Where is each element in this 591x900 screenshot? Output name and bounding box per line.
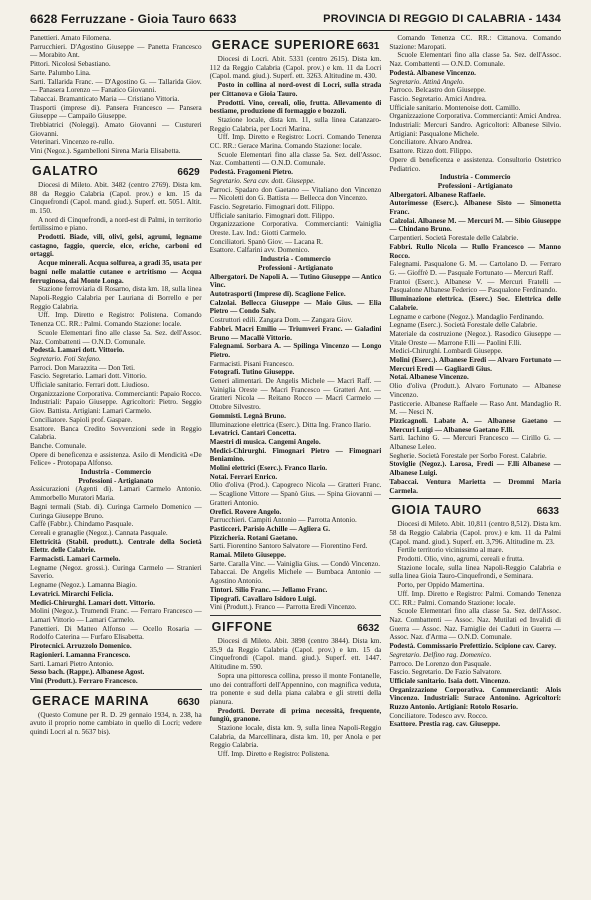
directory-entry: Orefici. Rovere Angelo. [209, 507, 282, 516]
directory-entry: Ufficiale sanitario. Isaia dott. Vincenzo. [389, 676, 511, 685]
directory-entry: Podestà. Albanese Vincenzo. [389, 68, 476, 77]
directory-entry: Ufficiale sanitario. Montenoise dott. Camillo. [389, 103, 521, 112]
page-header [30, 8, 561, 30]
section-name: GERACE SUPERIORE [211, 38, 356, 52]
subheading-industria: Industria - Commercio [439, 173, 511, 182]
directory-entry: Farmacisti. Pisani Francesco. [209, 359, 294, 368]
directory-entry: Legname (Negoz. grossi.). Curinga Carmelo — Stranieri Saverio. [30, 563, 202, 581]
directory-entry: Elettricità (Stabil. produtt.). Centrale della Società Elettr. delle Calabrie. [30, 537, 202, 555]
directory-entry: Fascio. Segretario. Lamari dott. Vittorio. [30, 372, 147, 381]
directory-entry: Carpentieri. Società Forestale delle Calabrie. [389, 234, 519, 243]
directory-entry: Materiale da costruzione (Negoz.). Rasodico Giuseppe — Vitale Oreste — Marrone F.lli — Paolini F.lli. [389, 329, 561, 347]
gerace-superiore-entries [210, 55, 382, 255]
directory-entry: Parrucchieri. D'Agostino Giuseppe — Panetta Francesco — Morabito Ant. [30, 42, 202, 60]
directory-entry: Scuole Elementari fino alle classe 5a. Sez. dell'Assoc. Naz. Combattenti — O.N.D. Comunale. [30, 328, 202, 346]
directory-entry: Parroci. Don Marazzita — Don Teti. [30, 363, 135, 372]
directory-entry: Parroci. Spadaro don Gaetano — Vitaliano don Vincenzo — Nicoletti don G. Battista — Bellecca don Vincenzo. [209, 185, 382, 203]
directory-entry: Prodotti. Vino, cereali, olio, frutta. Allevamento di bestiame, produzione di formaggio e bozzoli. [209, 98, 382, 116]
directory-entry: Opere di beneficenza e assistenza. Asilo di Mendicità «De Felice» - Protopapa Alfonso. [30, 450, 202, 468]
directory-entry: Molini (Negoz.). Trumendi Franc. — Ferraro Francesco — Lamari Vittorio — Lamari Carmelo. [30, 607, 202, 624]
directory-entry: A nord di Cinquefrondi, a nord-est di Palmi, in territorio fertilissimo e piano. [30, 215, 202, 233]
directory-entry: Pittori. Nicolosi Sebastiano. [30, 60, 111, 69]
directory-entry: Legname (Negoz.). Lamanna Biagio. [30, 581, 137, 590]
section-name: GIFFONE [211, 620, 273, 634]
directory-entry: Stazione locale, sulla linea Napoli-Reggio Calabria e sulla linea Gioia Tauro-Cinquefrondi, e Seminara. [389, 563, 561, 581]
directory-entry: Sarti. Lamari Pietro Antonio. [30, 659, 114, 668]
directory-entry: Falegnami. Sorbara A. — Spilinga Vincenzo — Longo Pietro. [209, 342, 382, 359]
directory-entry: Tabaccai. De Angelis Michele — Bumbaca Antonio — Agostino Antonio. [209, 568, 382, 586]
directory-entry: Uff. Imp. Diretto e Registro: Polistena. Comando Tenenza CC. RR.: Palmi. Comando Stazione: locale. [30, 311, 202, 329]
section-heading-gioia-tauro [389, 503, 561, 517]
subheading-industria: Industria - Commercio [80, 468, 152, 477]
directory-entry: Posto in collina al nord-ovest di Locri, sulla strada per Cittanova e Gioia Tauro. [209, 81, 382, 98]
directory-entry: Segherie. Società Forestale per Sorbo Forest. Calabrie. [389, 451, 547, 460]
directory-entry: Cereali e granaglie (Negoz.). Cannata Pasquale. [30, 528, 168, 537]
directory-entry: Tabaccai. Bramanticato Maria — Cristiano Vittoria. [30, 94, 180, 103]
directory-entry: Sarti. Fiorentino Santoro Salvatore — Fiorentino Ferd. [209, 542, 368, 551]
subheading-industria: Industria - Commercio [260, 255, 331, 264]
directory-entry: Veterinari. Vincenzo re-rullo. [30, 138, 115, 147]
directory-entry: Organizzazione Corporativa. Commercianti: Vainiglia Oreste. Lav. Ind.: Giotti Carmelo. [209, 220, 382, 238]
directory-entry: Medici-Chirurghi. Lamari dott. Vittorio. [30, 598, 155, 607]
section-number: 6632 [357, 623, 380, 634]
directory-entry: Generi alimentari. De Angelis Michele — Macrì Raff. — Vainiglia Oreste — Macrì Francesco — Gratteri Ant. — Gratteri Nicola — Reitano Rocco — Macrì Carmelo — Ottobre Silvestro. [209, 377, 382, 412]
directory-entry: Uff. Imp. Diretto e Registro: Palmi. Comando Tenenza CC. RR.: Palmi. Comando Stazione: locale. [389, 589, 561, 607]
directory-entry: Albergatori. De Napoli A. — Tutino Giuseppe — Antico Vinc. [209, 272, 382, 290]
directory-entry: Autotrasporti (Imprese di). Scaglione Felice. [209, 289, 346, 298]
directory-entry: Conciliatori. Spanò Giov. — Lacana R. [209, 237, 323, 246]
directory-entry: Albergatori. Albanese Raffaele. [389, 190, 486, 199]
directory-entry: Parroco. Belcastro don Giuseppe. [389, 86, 486, 95]
directory-entry: Stazione ferroviaria di Rosarno, dista km. 18, sulla linea Napoli-Reggio Calabria per Lauriana di Borrello e per Reggio Calabria. [30, 285, 202, 311]
directory-entry: Conciliatore. Todesco avv. Rocco. [389, 711, 488, 720]
directory-entry: Autorimesse (Eserc.). Albanese Sisto — Simonetta Franc. [389, 199, 561, 217]
section-rule [30, 689, 202, 690]
directory-entry: Sarte. Palumbo Lina. [30, 68, 91, 77]
directory-entry: Stazione locale, dista km. 9, sulla linea Napoli-Reggio Calabria, da Marcellinara, dista km. 10, per Anola e per Reggio Calabria. [209, 724, 382, 750]
directory-entry: Levatrici. Cantarì Concetta. [209, 429, 297, 438]
directory-entry: Ufficiale sanitario. Ferrari dott. Liudioso. [30, 381, 150, 390]
directory-entry: Caffè (Fabbr.). Chindamo Pasquale. [30, 520, 134, 529]
directory-entry: Scuole Elementari fino alla classe 5a. Sez. dell'Assoc. Naz. Combattenti — O.N.D. Comunale. [389, 51, 561, 69]
column-2 [210, 34, 382, 894]
directory-entry: Olio d'oliva (Prod.). Capogreco Nicola — Gratteri Franc. — Scaglione Vittore — Spanò Gius. — Spina Giovanni — Gratteri Antonio. [209, 481, 382, 507]
directory-entry: Segretario. Sera cav. dott. Giuseppe. [209, 176, 316, 185]
gerace-marina-entries [30, 711, 202, 737]
directory-entry: Molini (Eserc.). Albanese Eredi — Alvaro Fortunato — Mercuri Eredi — Gagliardi Gius. [389, 356, 561, 373]
directory-entry: Ufficiale sanitario. Fimognari dott. Filippo. [209, 211, 335, 220]
section-heading-galatro [30, 164, 202, 178]
section-name: GALATRO [32, 163, 99, 178]
text-columns [30, 34, 561, 894]
directory-entry: Notai. Albanese Vincenzo. [389, 373, 469, 382]
directory-entry: Sopra una pittoresca collina, presso il monte Fontanelle, uno dei contrafforti dell'Appennino, con magnifica veduta, tra ponente e sud della piana calabra e gli stretti della pianura. [209, 671, 382, 706]
directory-entry: Notai. Ferrari Enrico. [209, 472, 278, 481]
galatro-entries [30, 181, 202, 468]
directory-entry: Esattore. Rizzo dott. Filippo. [389, 147, 473, 156]
directory-entry: Esattore. Calfarini avv. Domenico. [209, 246, 310, 255]
directory-entry: Sarti. Tallarida Franc. — D'Agostino G. — Tallarida Giov. — Panasera Lorenzo — Fanatico Giovanni. [30, 77, 202, 95]
directory-entry: Diocesi di Mileto. Abit. 10,811 (centro 8,512). Dista km. 58 da Reggio Calabria (Capol. prov.) e km. 11 da Palmi (Capol. mand. giud.). Superf. ett. 3,796. Altitudine m. 23. [389, 520, 561, 546]
section-rule [210, 615, 382, 616]
directory-entry: Scuole Elementari fino alla classe 5a. Sez. dell'Assoc. Naz. Combattenti — Assoc. Naz. Mutilati ed Invalidi di Guerra — Assoc. Naz. Famiglie dei Caduti in Guerra — Assoc. Naz. d'Arma — O.N.D. Comunale. [389, 607, 561, 642]
directory-entry: Pasticcerie. Albanese Raffaele — Raso Ant. Mandaglio R. M. — Nesci N. [389, 399, 561, 417]
giffone-business-entries [389, 191, 561, 496]
section-heading-gerace-marina [30, 694, 202, 708]
directory-entry: Fotografi. Tutino Giuseppe. [209, 368, 295, 377]
directory-entry: Molini elettrici (Eserc.). Franco Ilario. [209, 464, 328, 473]
directory-entry: Prodotti. Biade, vili, olivi, gelsi, agrumi, legname castagno, faggio, quercie, elce, eriche, carboni ed ortaggi. [30, 233, 202, 259]
directory-entry: Comando Tenenza CC. RR.: Cittanova. Comando Stazione: Maropati. [389, 34, 561, 51]
subheading-professioni: Professioni - Artigianato [258, 263, 333, 272]
section-rule [30, 159, 202, 160]
directory-entry: Medici-Chirurghi. Lombardi Giuseppe. [389, 347, 503, 356]
directory-entry: Parroco. De Lorenzo don Pasquale. [389, 659, 492, 668]
directory-entry: Segretario. Foti Stefano. [30, 354, 101, 363]
section-name: GERACE MARINA [32, 693, 150, 708]
section-number: 6633 [536, 506, 559, 518]
directory-entry: Medici-Chirurghi. Fimognari Pietro — Fimognari Beniamino. [209, 446, 382, 464]
directory-entry: Banche. Comunale. [30, 441, 87, 450]
directory-entry: Prodotti. Derrate di prima necessità, frequente, fungiù, granone. [209, 706, 382, 724]
directory-entry: Trasporti (imprese di). Pansera Francesco — Pansera Giuseppe — Campailo Giuseppe. [30, 103, 202, 121]
directory-entry: Frantoi (Eserc.). Albanese V. — Mercuri Fratelli — Pasqualone Albanese Federico — Pasqualone Ferdinando. [389, 277, 561, 295]
directory-entry: Organizzazione Corporativa. Commercianti: Alois Vincenzo. Industriali: Surace Antonino. Agricoltori: Ruzzo Antonio. Artigiani: Rotolo Rosario. [389, 685, 561, 712]
directory-entry: Acque minerali. Acqua solfurea, a gradi 35, usata per bagni nelle malattie cutanee e artritismo — Acqua ferruginosa, dai Monte Longa. [30, 259, 202, 285]
directory-entry: Olio d'oliva (Produtt.). Alvaro Fortunato — Albanese Vincenzo. [389, 382, 561, 399]
directory-entry: Vini (Produtt.). Ferraro Francesco. [30, 676, 138, 685]
directory-entry: Uff. Imp. Diretto e Registro: Polistena. [217, 750, 330, 759]
directory-entry: Pasticceri. Parisio Achille — Agliera G. [209, 524, 331, 533]
directory-entry: Falegnami. Pasqualone G. M. — Cartolano D. — Ferraro G. — Gioffrè D. — Pasquale Fortunato — Mercuri Raff. [389, 260, 561, 277]
gioia-tauro-entries [389, 520, 561, 729]
col1-top-entries [30, 34, 202, 156]
directory-entry: Costruttori edili. Zangara Dom. — Zangara Giov. [209, 316, 353, 325]
directory-entry: Conciliatore. Sapioli prof. Gaspare. [30, 415, 133, 424]
directory-entry: Diocesi di Locri. Abit. 5331 (centro 2615). Dista km. 112 da Reggio Calabria (Capol. prov.) e km. 11 da Locri (Capol. mand. giud.). Superf. ett. 3263. Altitudine m. 430. [209, 55, 382, 81]
directory-entry: Organizzazione Corporativa. Commercianti: Amici Andrea. Industriali: Mercuri Sandro. Agricoltori: Albanese Silvio. Artigiani: Pasqualone Michele. [389, 112, 561, 138]
directory-entry: Levatrici. Mirarchi Felicia. [30, 589, 114, 598]
directory-entry: Podestà. Commissario Prefettizio. Scipione cav. Carey. [389, 642, 557, 651]
directory-entry: Fabbri. Macri Emilio — Triumveri Franc. — Galadini Bruno — Macallè Vittorio. [209, 324, 382, 342]
directory-entry: Illuminazione elettrica (Eserc.). Ditta Ing. Franco Ilario. [209, 420, 371, 429]
directory-entry: Tintori. Silio Franc. — Jellamo Franc. [209, 585, 328, 594]
section-number: 6631 [357, 41, 380, 52]
directory-entry: Sesso bach. (Rappr.). Albanese Agost. [30, 668, 145, 677]
directory-entry: Gommisti. Legnà Bruno. [209, 411, 286, 420]
directory-entry: Podestà. Fragomeni Pietro. [209, 168, 293, 177]
directory-entry: Fascio. Segretario. Fimognari dott. Filippo. [209, 202, 335, 211]
subheading-professioni: Professioni - Artigianato [78, 476, 154, 485]
section-heading-giffone [210, 620, 382, 634]
subheading-professioni: Professioni - Artigianato [437, 181, 513, 190]
directory-entry: Diocesi di Mileto. Abit. 3482 (centro 2769). Dista km. 88 da Reggio Calabria (Capol. prov.) e km. 15 da Cinquefrondi (Capol. mand. giud.). Superf. ett. 5051. Altit. m. 150. [30, 180, 202, 215]
giffone-entries [210, 637, 382, 759]
gerace-business-entries [210, 273, 382, 612]
directory-entry: Stoviglie (Negoz.). Larosa, Fredi — F.lli Albanese — Albanese Luigi. [389, 460, 561, 478]
directory-entry: Vini (Negoz.). Sgambelloni Sirena Maria Elisabetta. [30, 147, 181, 156]
directory-entry: Organizzazione Corporativa. Commercianti: Papaio Rocco. Industriali: Papaio Giuseppe. Agricoltori: Pietro. Seggio Giov. Battista. Artigiani: Lamari Carmelo. [30, 389, 202, 416]
column-3 [389, 34, 561, 894]
directory-entry: Panettieri. Amato Filomena. [30, 34, 112, 42]
section-heading-gerace-superiore [210, 38, 382, 52]
col3-top-entries [389, 34, 561, 173]
directory-entry: Pizzicagnoli. Labate A. — Albanese Gaetano — Mercuri Luigi — Albanese Gaetano F.lli. [389, 416, 561, 434]
directory-entry: Vini (Produtt.). Franco — Parrotta Eredi Vincenzo. [209, 603, 357, 612]
directory-entry: Prodotti. Olio, vino, agrumi, cereali e frutta. [397, 555, 525, 564]
header-rule [30, 30, 561, 31]
directory-entry: Scuole Elementari fino alla classe 5a. Sez. dell'Assoc. Naz. Combattenti — O.N.D. Comunale. [209, 150, 382, 168]
directory-entry: Diocesi di Mileto. Abit. 3898 (centro 3844). Dista km. 35,9 da Reggio Calabria (Capol. prov.) e km. 15 da Cinquefrondi (Capol. mand. giud.). Superf. ett. 1447. Altitudine m. 590. [209, 637, 382, 672]
directory-entry: Bagni termali (Stab. di). Curinga Carmelo Domenico — Curinga Giuseppe Bruno. [30, 502, 202, 520]
directory-entry: Maestri di musica. Cangemi Angelo. [209, 437, 321, 446]
directory-entry: Sarti. Iachino G. — Mercuri Francesco — Cirillo G. — Albanese Leleo. [389, 434, 561, 452]
directory-entry: Ramai. Mileto Giuseppe. [209, 551, 286, 560]
column-1 [30, 34, 202, 894]
directory-entry: Legname e carbone (Negoz.). Mandaglio Ferdinando. [389, 312, 544, 321]
directory-entry: Tabaccai. Ventura Marietta — Drommi Maria Carmela. [389, 477, 561, 495]
directory-entry: Ragionieri. Lamanna Francesco. [30, 650, 131, 659]
directory-entry: Pizzicheria. Rotani Gaetano. [209, 533, 298, 542]
directory-entry: Segretario. Attinà Angelo. [389, 77, 465, 86]
directory-entry: Calzolai. Albanese M. — Mercuri M. — Sibio Giuseppe — Chindano Bruno. [389, 216, 561, 234]
directory-entry: Panettieri. Di Matteo Alfonso — Ocello Rosaria — Rodolfo Caterina — Furfaro Elisabetta. [30, 624, 202, 642]
directory-entry: Fascio. Segretario. Amici Andrea. [389, 94, 487, 103]
section-name: GIOIA TAURO [391, 503, 483, 518]
directory-entry: Uff. Imp. Diretto e Registro: Locri. Comando Tenenza CC. RR.: Gerace Marina. Comando Stazione: locale. [209, 133, 382, 151]
directory-entry: Pirotecnici. Arruzzolo Domenico. [30, 642, 132, 651]
directory-entry: Illuminazione elettrica. (Eserc.) Soc. Elettrica delle Calabrie. [389, 295, 561, 312]
header-left: 6628 Ferruzzane - Gioia Tauro 6633 [30, 12, 237, 26]
directory-entry: Opere di beneficenza e assistenza. Consultorio Ostetrico Pediatrico. [389, 155, 561, 173]
section-number: 6630 [177, 696, 200, 708]
directory-entry: Porto, per Oppido Mamertina. [397, 581, 485, 590]
galatro-business-entries [30, 485, 202, 685]
directory-entry: Esattore. Banca Credito Sovvenzioni sede in Reggio Calabria. [30, 424, 202, 442]
directory-entry: Legname (Eserc.). Società Forestale delle Calabrie. [389, 321, 538, 330]
directory-entry: Farmacisti. Lamari Carmelo. [30, 555, 121, 564]
directory-entry: Assicurazioni (Agenti di). Lamari Carmelo Antonio. Ammorbello Muratori Maria. [30, 485, 202, 503]
directory-entry: Parrucchieri. Campiti Antonio — Parrotta Antonio. [209, 516, 357, 525]
directory-entry: Trebbiatrici (Noleggi). Amato Giovanni — Custureri Giovanni. [30, 121, 202, 138]
directory-entry: Stazione locale, dista km. 11, sulla linea Catanzaro-Reggio Calabria, per Locri Marina. [209, 115, 382, 133]
section-rule [389, 498, 561, 499]
section-number: 6629 [177, 166, 200, 178]
directory-entry: Segretario. Delfino rag. Domenico. [389, 650, 492, 659]
directory-entry: Fertile territorio vicinissimo al mare. [397, 546, 504, 555]
directory-entry: Fascio. Segretario. De Fazio Salvatore. [389, 668, 502, 677]
directory-entry: Sarte. Caralla Vinc. — Vainiglia Gius. — Condò Vincenzo. [209, 559, 381, 568]
directory-entry: Esattore. Prestia rag. cav. Giuseppe. [389, 720, 501, 729]
directory-entry: Conciliatore. Alvaro Andrea. [389, 138, 473, 147]
directory-entry: Podestà. Lamari dott. Vittorio. [30, 346, 125, 355]
directory-entry: Tipografi. Cavallaro Isidoro Luigi. [209, 594, 317, 603]
header-right: PROVINCIA DI REGGIO DI CALABRIA - 1434 [323, 13, 561, 25]
directory-entry: (Questo Comune per R. D. 29 gennaio 1934, n. 238, ha avuto il proprio nome cambiato in quello di Locri; vedere quindi Locri al n. 5637 bis). [30, 710, 202, 737]
directory-entry: Fabbri. Rullo Nicola — Rullo Francesco — Manno Rocco. [389, 242, 561, 260]
directory-entry: Calzolai. Bellecca Giuseppe — Maio Gius. — Elia Pietro — Condo Salv. [209, 298, 382, 316]
